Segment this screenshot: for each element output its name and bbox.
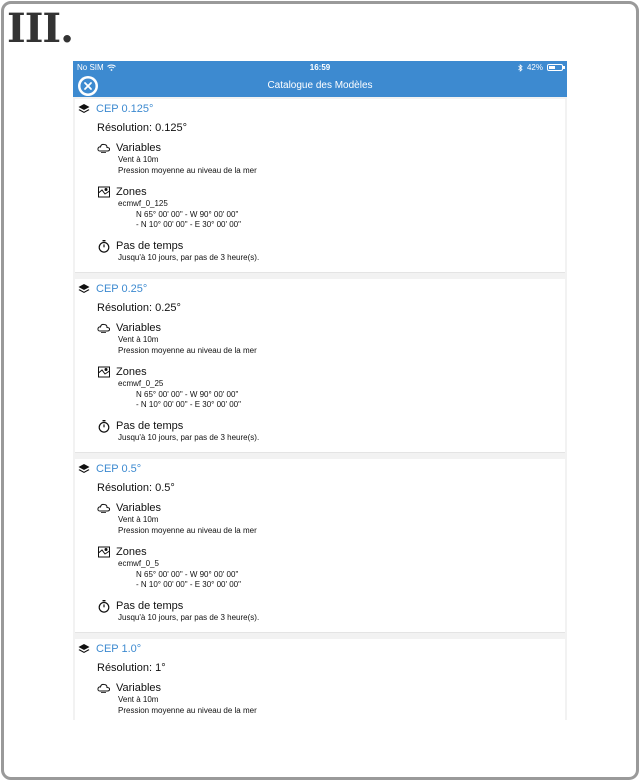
battery-icon: [547, 64, 563, 71]
cloud-icon: [97, 681, 111, 695]
cloud-icon: [97, 141, 111, 155]
zones-section: [97, 185, 241, 231]
map-icon: [97, 185, 111, 199]
variables-section: [97, 501, 257, 536]
model-resolution: Résolution: 0.5°: [97, 482, 175, 494]
stopwatch-icon: [97, 239, 111, 253]
variables-label: Variables: [116, 142, 162, 154]
zone-bounds: - N 10° 00' 00" - E 30° 00' 00": [136, 580, 241, 589]
timestep-label: Pas de temps: [116, 600, 184, 612]
model-title[interactable]: CEP 1.0°: [96, 643, 142, 655]
model-card[interactable]: [75, 279, 565, 453]
variable-item: Pression moyenne au niveau de la mer: [118, 705, 257, 715]
map-icon: [97, 365, 111, 379]
zone-bounds: N 65° 00' 00" - W 90° 00' 00": [136, 569, 239, 579]
model-resolution: Résolution: 0.125°: [97, 122, 188, 134]
nav-title: Catalogue des Modèles: [267, 80, 373, 91]
page-label: III.: [7, 5, 74, 52]
variables-label: Variables: [116, 682, 162, 694]
zone-bounds: - N 10° 00' 00" - E 30° 00' 00": [136, 400, 241, 409]
zones-section: [97, 545, 241, 591]
model-title[interactable]: CEP 0.125°: [96, 103, 154, 115]
nav-bar: [73, 75, 567, 97]
layers-icon: [78, 283, 90, 295]
battery-percent: 42%: [526, 63, 543, 72]
model-card[interactable]: [75, 639, 565, 720]
model-title[interactable]: CEP 0.25°: [96, 283, 148, 295]
timestep-value: Jusqu'à 10 jours, par pas de 3 heure(s).: [118, 433, 260, 442]
model-card[interactable]: [75, 99, 565, 273]
model-resolution: Résolution: 0.25°: [97, 302, 181, 314]
layers-icon: [78, 643, 90, 655]
layers-icon: [78, 463, 90, 475]
stopwatch-icon: [97, 599, 111, 613]
zones-label: Zones: [116, 366, 147, 378]
variables-section: [97, 321, 257, 356]
variable-item: Vent à 10m: [118, 695, 159, 704]
device-screen: [73, 61, 567, 720]
zone-bounds: N 65° 00' 00" - W 90° 00' 00": [136, 389, 239, 399]
model-resolution: Résolution: 1°: [97, 662, 166, 674]
timestep-label: Pas de temps: [116, 240, 184, 252]
layers-icon: [78, 103, 90, 115]
variable-item: Pression moyenne au niveau de la mer: [118, 165, 257, 175]
model-card[interactable]: [75, 459, 565, 633]
zone-id: ecmwf_0_125: [118, 199, 168, 208]
timestep-value: Jusqu'à 10 jours, par pas de 3 heure(s).: [118, 253, 260, 262]
model-list[interactable]: [73, 97, 567, 720]
zones-label: Zones: [116, 546, 147, 558]
timestep-section: [97, 239, 259, 264]
variable-item: Vent à 10m: [118, 515, 159, 524]
carrier-label: No SIM: [77, 63, 104, 72]
zone-bounds: N 65° 00' 00" - W 90° 00' 00": [136, 209, 239, 219]
variable-item: Vent à 10m: [118, 155, 159, 164]
zone-bounds: - N 10° 00' 00" - E 30° 00' 00": [136, 220, 241, 229]
cloud-icon: [97, 321, 111, 335]
variable-item: Vent à 10m: [118, 335, 159, 344]
zone-id: ecmwf_0_25: [118, 379, 164, 388]
timestep-label: Pas de temps: [116, 420, 184, 432]
variables-label: Variables: [116, 322, 162, 334]
timestep-section: [97, 599, 259, 624]
variables-section: [97, 141, 257, 176]
cloud-icon: [97, 501, 111, 515]
zones-label: Zones: [116, 186, 147, 198]
timestep-value: Jusqu'à 10 jours, par pas de 3 heure(s).: [118, 613, 260, 622]
variables-section: [97, 681, 257, 716]
status-bar: [73, 61, 567, 75]
map-icon: [97, 545, 111, 559]
bluetooth-icon: [518, 64, 523, 72]
stopwatch-icon: [97, 419, 111, 433]
zones-section: [97, 365, 241, 411]
variables-label: Variables: [116, 502, 162, 514]
variable-item: Pression moyenne au niveau de la mer: [118, 345, 257, 355]
timestep-section: [97, 419, 259, 444]
zone-id: ecmwf_0_5: [118, 559, 159, 568]
model-title[interactable]: CEP 0.5°: [96, 463, 142, 475]
status-time: 16:59: [309, 63, 331, 72]
variable-item: Pression moyenne au niveau de la mer: [118, 525, 257, 535]
